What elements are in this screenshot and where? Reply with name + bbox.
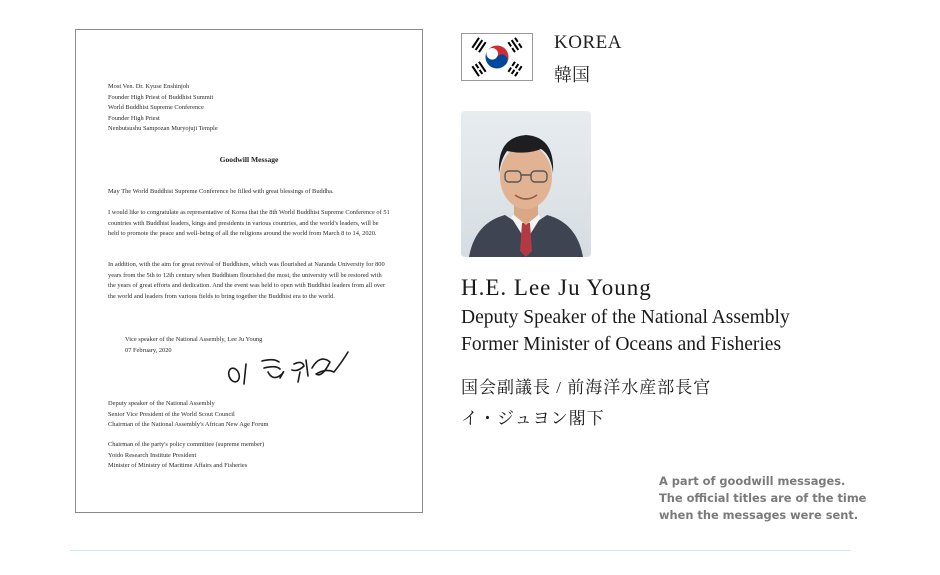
letter-heading: Goodwill Message	[219, 155, 279, 164]
person-title-line: Deputy Speaker of the National Assembly	[461, 307, 790, 328]
recipient-line: World Buddhist Supreme Conference	[108, 104, 204, 112]
caption-note	[659, 473, 866, 524]
country-name: KOREA	[554, 32, 622, 53]
title-line: Minister of Ministry of Maritime Affairs and Fisheries	[108, 462, 248, 470]
title-line: Chairman of the National Assembly's African New Age Forum	[108, 421, 269, 429]
country-name-jp: 韓国	[554, 65, 590, 85]
recipient-line: Founder High Priest	[108, 114, 160, 122]
signatory-titles	[108, 440, 264, 472]
recipient-line: Nenbutsushu Sampozan Muryojuji Temple	[108, 125, 218, 133]
caption-line: A part of goodwill messages.	[659, 474, 846, 488]
title-line: Senior Vice President of the World Scout Council	[108, 410, 235, 418]
signatory-name: Vice speaker of the National Assembly, Lee Ju Young	[125, 336, 263, 343]
caption-line: when the messages were sent.	[659, 508, 859, 522]
flag-graphic	[462, 34, 532, 80]
title-line: Yoido Research Institute President	[108, 451, 197, 459]
handwritten-signature	[224, 348, 354, 388]
caption-line: The official titles are of the time	[659, 491, 867, 505]
korea-flag-icon	[461, 33, 533, 81]
paragraph-text: I would like to congratulate as representative of Korea that the 8th World Buddhist Supreme Conference of 51 countries with Buddhist leaders, kings and presidents in various countries, and the world's leaders, will be held to promote the peace and well-being of all the religions around the world from March 8 to 14, 2020.	[108, 209, 390, 238]
paragraph-text: May The World Buddhist Supreme Conference be filled with great blessings of Buddha.	[108, 188, 334, 195]
signatory-titles	[108, 399, 269, 431]
recipient-address	[108, 82, 218, 135]
signature-date: 07 February, 2020	[125, 346, 172, 354]
portrait-photo	[461, 111, 591, 257]
person-title-jp: 国会副議長 / 前海洋水産部長官	[461, 378, 712, 397]
portrait-illustration	[461, 111, 591, 257]
title-line: Deputy speaker of the National Assembly	[108, 400, 215, 407]
paragraph-text: In addition, with the aim for great revival of Buddhism, which was flourished at Naranda University for 800 years from the 5th to 12th century when Buddhism flourished the most, the university will be restored with the years of great efforts and dedication. And the event was held to open with Buddhist leaders from all over the world and leaders from various fields to bring together the Buddhist era to the world.	[108, 261, 386, 300]
bottom-divider	[70, 550, 851, 551]
person-name: H.E. Lee Ju Young	[461, 275, 652, 300]
goodwill-letter	[75, 29, 423, 513]
letter-paragraph	[108, 260, 390, 302]
recipient-line: Founder High Priest of Buddhist Summit	[108, 93, 214, 101]
title-line: Chairman of the party's policy committee (supreme member)	[108, 441, 265, 448]
person-name-jp: イ・ジュヨン閣下	[461, 409, 605, 428]
letter-paragraph	[108, 187, 334, 198]
person-title-line: Former Minister of Oceans and Fisheries	[461, 334, 782, 355]
letter-paragraph	[108, 208, 390, 240]
recipient-line: Most Ven. Dr. Kyuse Enshinjoh	[108, 83, 190, 90]
